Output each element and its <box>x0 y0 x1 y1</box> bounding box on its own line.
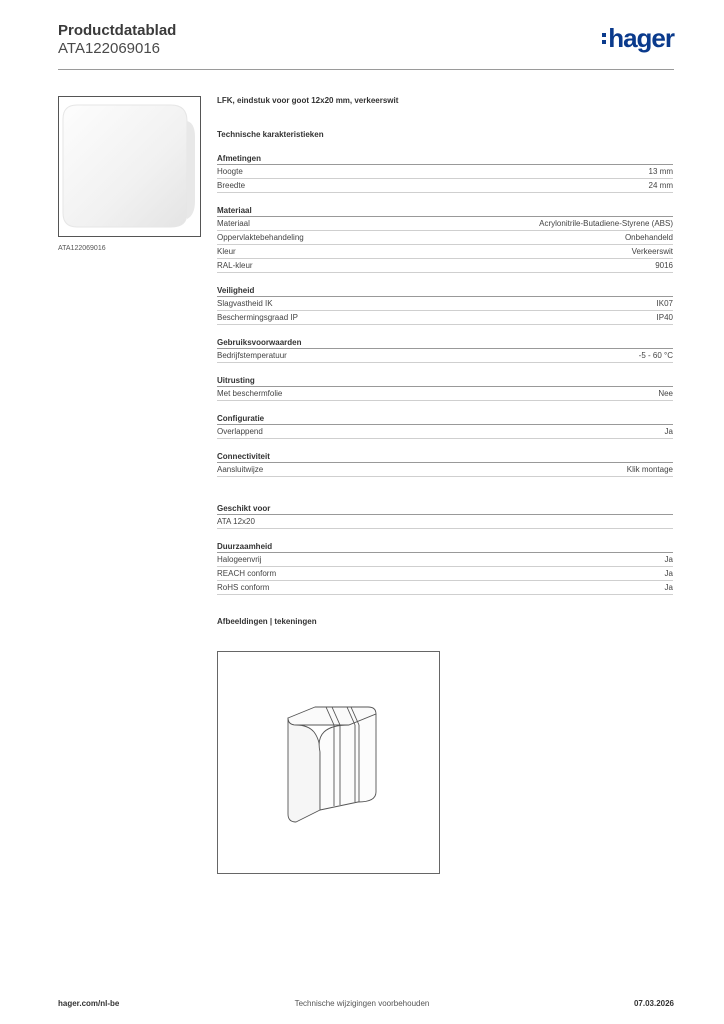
section-afmetingen <box>217 152 673 193</box>
logo-text: hager <box>608 23 674 53</box>
product-code: ATA122069016 <box>58 40 161 57</box>
hager-logo <box>602 25 674 51</box>
spec-value: Verkeerswit <box>631 247 673 256</box>
section-title: Duurzaamheid <box>217 540 673 553</box>
section-gebruik <box>217 336 673 363</box>
spec-row <box>217 387 673 401</box>
drawings-title: Afbeeldingen | tekeningen <box>217 617 317 626</box>
section-veiligheid <box>217 284 673 325</box>
section-materiaal <box>217 204 673 273</box>
spec-row <box>217 463 673 477</box>
spec-value: 9016 <box>655 261 673 270</box>
logo-mark-icon <box>602 33 606 44</box>
spec-row <box>217 349 673 363</box>
spec-label: RAL-kleur <box>217 261 253 270</box>
section-title: Afmetingen <box>217 152 673 165</box>
spec-row <box>217 311 673 325</box>
spec-label: Aansluitwijze <box>217 465 264 474</box>
spec-row <box>217 581 673 595</box>
spec-row <box>217 165 673 179</box>
specifications <box>217 96 673 639</box>
tech-title: Technische karakteristieken <box>217 130 324 139</box>
section-title: Veiligheid <box>217 284 673 297</box>
spec-row <box>217 245 673 259</box>
spec-value: Klik montage <box>626 465 673 474</box>
spec-label: Overlappend <box>217 427 263 436</box>
spec-value: 13 mm <box>648 167 673 176</box>
spec-value: IK07 <box>656 299 673 308</box>
spec-value: Nee <box>658 389 673 398</box>
spec-label: Slagvastheid IK <box>217 299 273 308</box>
end-cap-drawing-icon <box>218 652 439 873</box>
spec-value: -5 - 60 °C <box>638 351 673 360</box>
spec-value: 24 mm <box>648 181 673 190</box>
section-configuratie <box>217 412 673 439</box>
section-title: Materiaal <box>217 204 673 217</box>
spec-row <box>217 567 673 581</box>
spec-value: Ja <box>664 427 673 436</box>
spec-row <box>217 515 673 529</box>
spec-label: Kleur <box>217 247 236 256</box>
product-title: LFK, eindstuk voor goot 12x20 mm, verkeerswit <box>217 96 399 105</box>
section-duurzaamheid <box>217 540 673 595</box>
spec-value: Acrylonitrile-Butadiene-Styrene (ABS) <box>539 219 673 228</box>
spec-label: Bedrijfstemperatuur <box>217 351 287 360</box>
footer-date: 07.03.2026 <box>633 999 674 1008</box>
product-photo <box>58 96 201 237</box>
spec-row <box>217 425 673 439</box>
section-uitrusting <box>217 374 673 401</box>
spec-value: Ja <box>664 569 673 578</box>
spec-label: Beschermingsgraad IP <box>217 313 298 322</box>
spec-label: RoHS conform <box>217 583 270 592</box>
spec-row <box>217 217 673 231</box>
section-title: Connectiviteit <box>217 450 673 463</box>
spec-label: Hoogte <box>217 167 243 176</box>
spec-label: Met beschermfolie <box>217 389 283 398</box>
page-header <box>58 22 674 70</box>
spec-row <box>217 231 673 245</box>
spec-value: IP40 <box>656 313 673 322</box>
spec-value: Ja <box>664 555 673 564</box>
spec-label: ATA 12x20 <box>217 517 255 526</box>
section-geschikt-voor <box>217 502 673 529</box>
spec-label: Breedte <box>217 181 246 190</box>
spec-value: Ja <box>664 583 673 592</box>
spec-row <box>217 179 673 193</box>
spec-label: Oppervlaktebehandeling <box>217 233 304 242</box>
spec-value: Onbehandeld <box>624 233 673 242</box>
section-connectiviteit <box>217 450 673 477</box>
technical-drawing <box>217 651 440 874</box>
thumbnail-caption: ATA122069016 <box>58 245 106 252</box>
spec-label: REACH conform <box>217 569 277 578</box>
section-title: Gebruiksvoorwaarden <box>217 336 673 349</box>
footer-disclaimer: Technische wijzigingen voorbehouden <box>294 999 430 1008</box>
spec-row <box>217 553 673 567</box>
section-title: Uitrusting <box>217 374 673 387</box>
end-cap-photo-icon <box>59 97 200 236</box>
spec-label: Materiaal <box>217 219 250 228</box>
section-title: Configuratie <box>217 412 673 425</box>
spec-row <box>217 259 673 273</box>
spec-row <box>217 297 673 311</box>
spec-label: Halogeenvrij <box>217 555 262 564</box>
section-title: Geschikt voor <box>217 502 673 515</box>
footer-website-link[interactable]: hager.com/nl-be <box>58 999 120 1008</box>
document-title: Productdatablad <box>58 22 177 39</box>
